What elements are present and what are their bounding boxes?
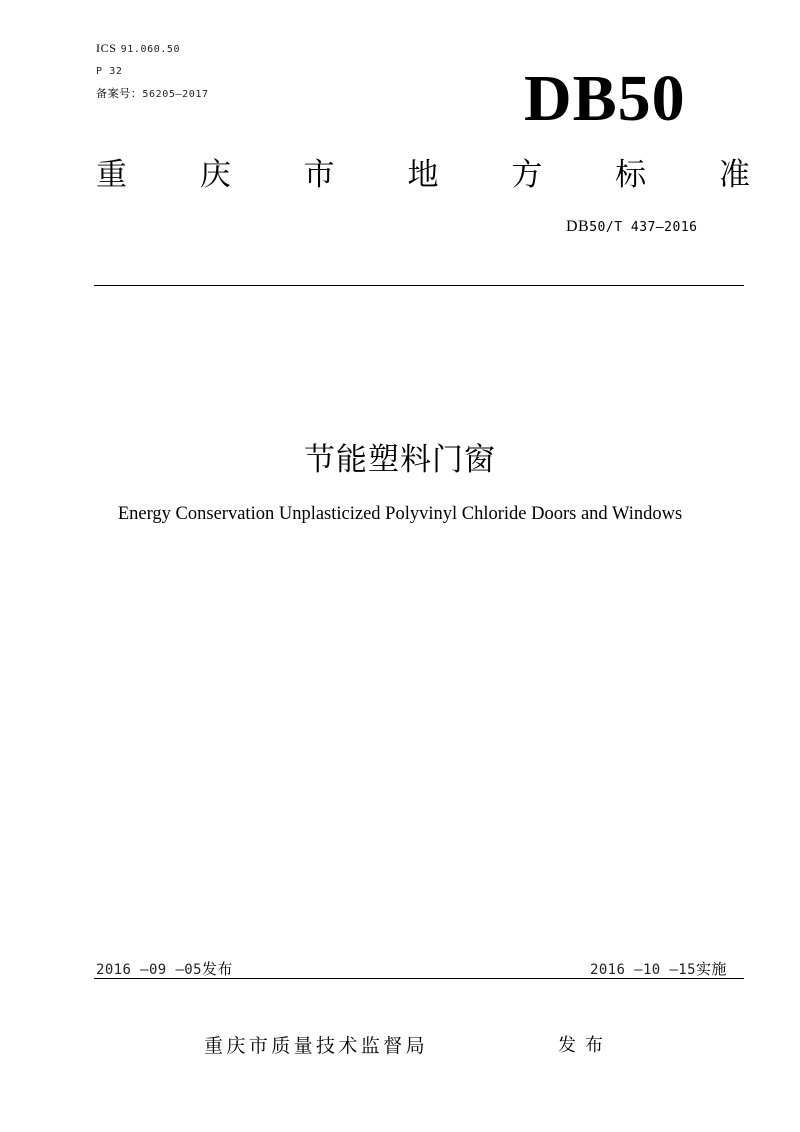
standard-kind-char: 准: [718, 157, 750, 193]
issue-label: 发布: [201, 960, 233, 978]
standard-kind-char: 标: [615, 157, 647, 193]
standard-kind-char: 地: [407, 157, 439, 193]
ics-code-line: [96, 41, 180, 56]
implementation-date-line: [590, 958, 727, 979]
issue-date-line: [96, 958, 233, 979]
implementation-label: 实施: [695, 960, 727, 978]
standard-number-prefix: DB: [566, 218, 590, 235]
standard-kind-char: 方: [511, 157, 543, 193]
standard-kind-char: 重: [96, 157, 127, 193]
standard-kind-char: 市: [303, 157, 335, 193]
db50-logo: DB50: [524, 62, 686, 135]
issue-action-label: 发布: [558, 1035, 612, 1056]
filing-number: 56205–2017: [142, 89, 209, 100]
ccs-code: P 32: [96, 66, 123, 77]
standard-number: [566, 218, 697, 236]
implementation-date: 2016 –10 –15: [590, 962, 696, 978]
footer-divider: [94, 978, 744, 979]
header-divider: [94, 285, 744, 286]
standard-kind-heading: [96, 155, 750, 195]
standard-kind-char: 庆: [199, 157, 231, 193]
issuing-authority: 重庆市质量技术监督局: [204, 1035, 429, 1057]
standard-number-rest: 50/T 437—2016: [589, 220, 698, 235]
filing-label: 备案号：: [96, 87, 143, 100]
ccs-code-line: [96, 64, 122, 77]
document-title-cn: 节能塑料门窗: [304, 442, 496, 478]
ics-code: 91.060.50: [120, 44, 181, 55]
document-title-en: Energy Conservation Unplasticized Polyvinyl Chloride Doors and Windows: [117, 504, 683, 524]
filing-number-line: [96, 85, 209, 101]
issue-date: 2016 –09 –05: [96, 962, 202, 978]
ics-label: ICS: [96, 41, 117, 55]
